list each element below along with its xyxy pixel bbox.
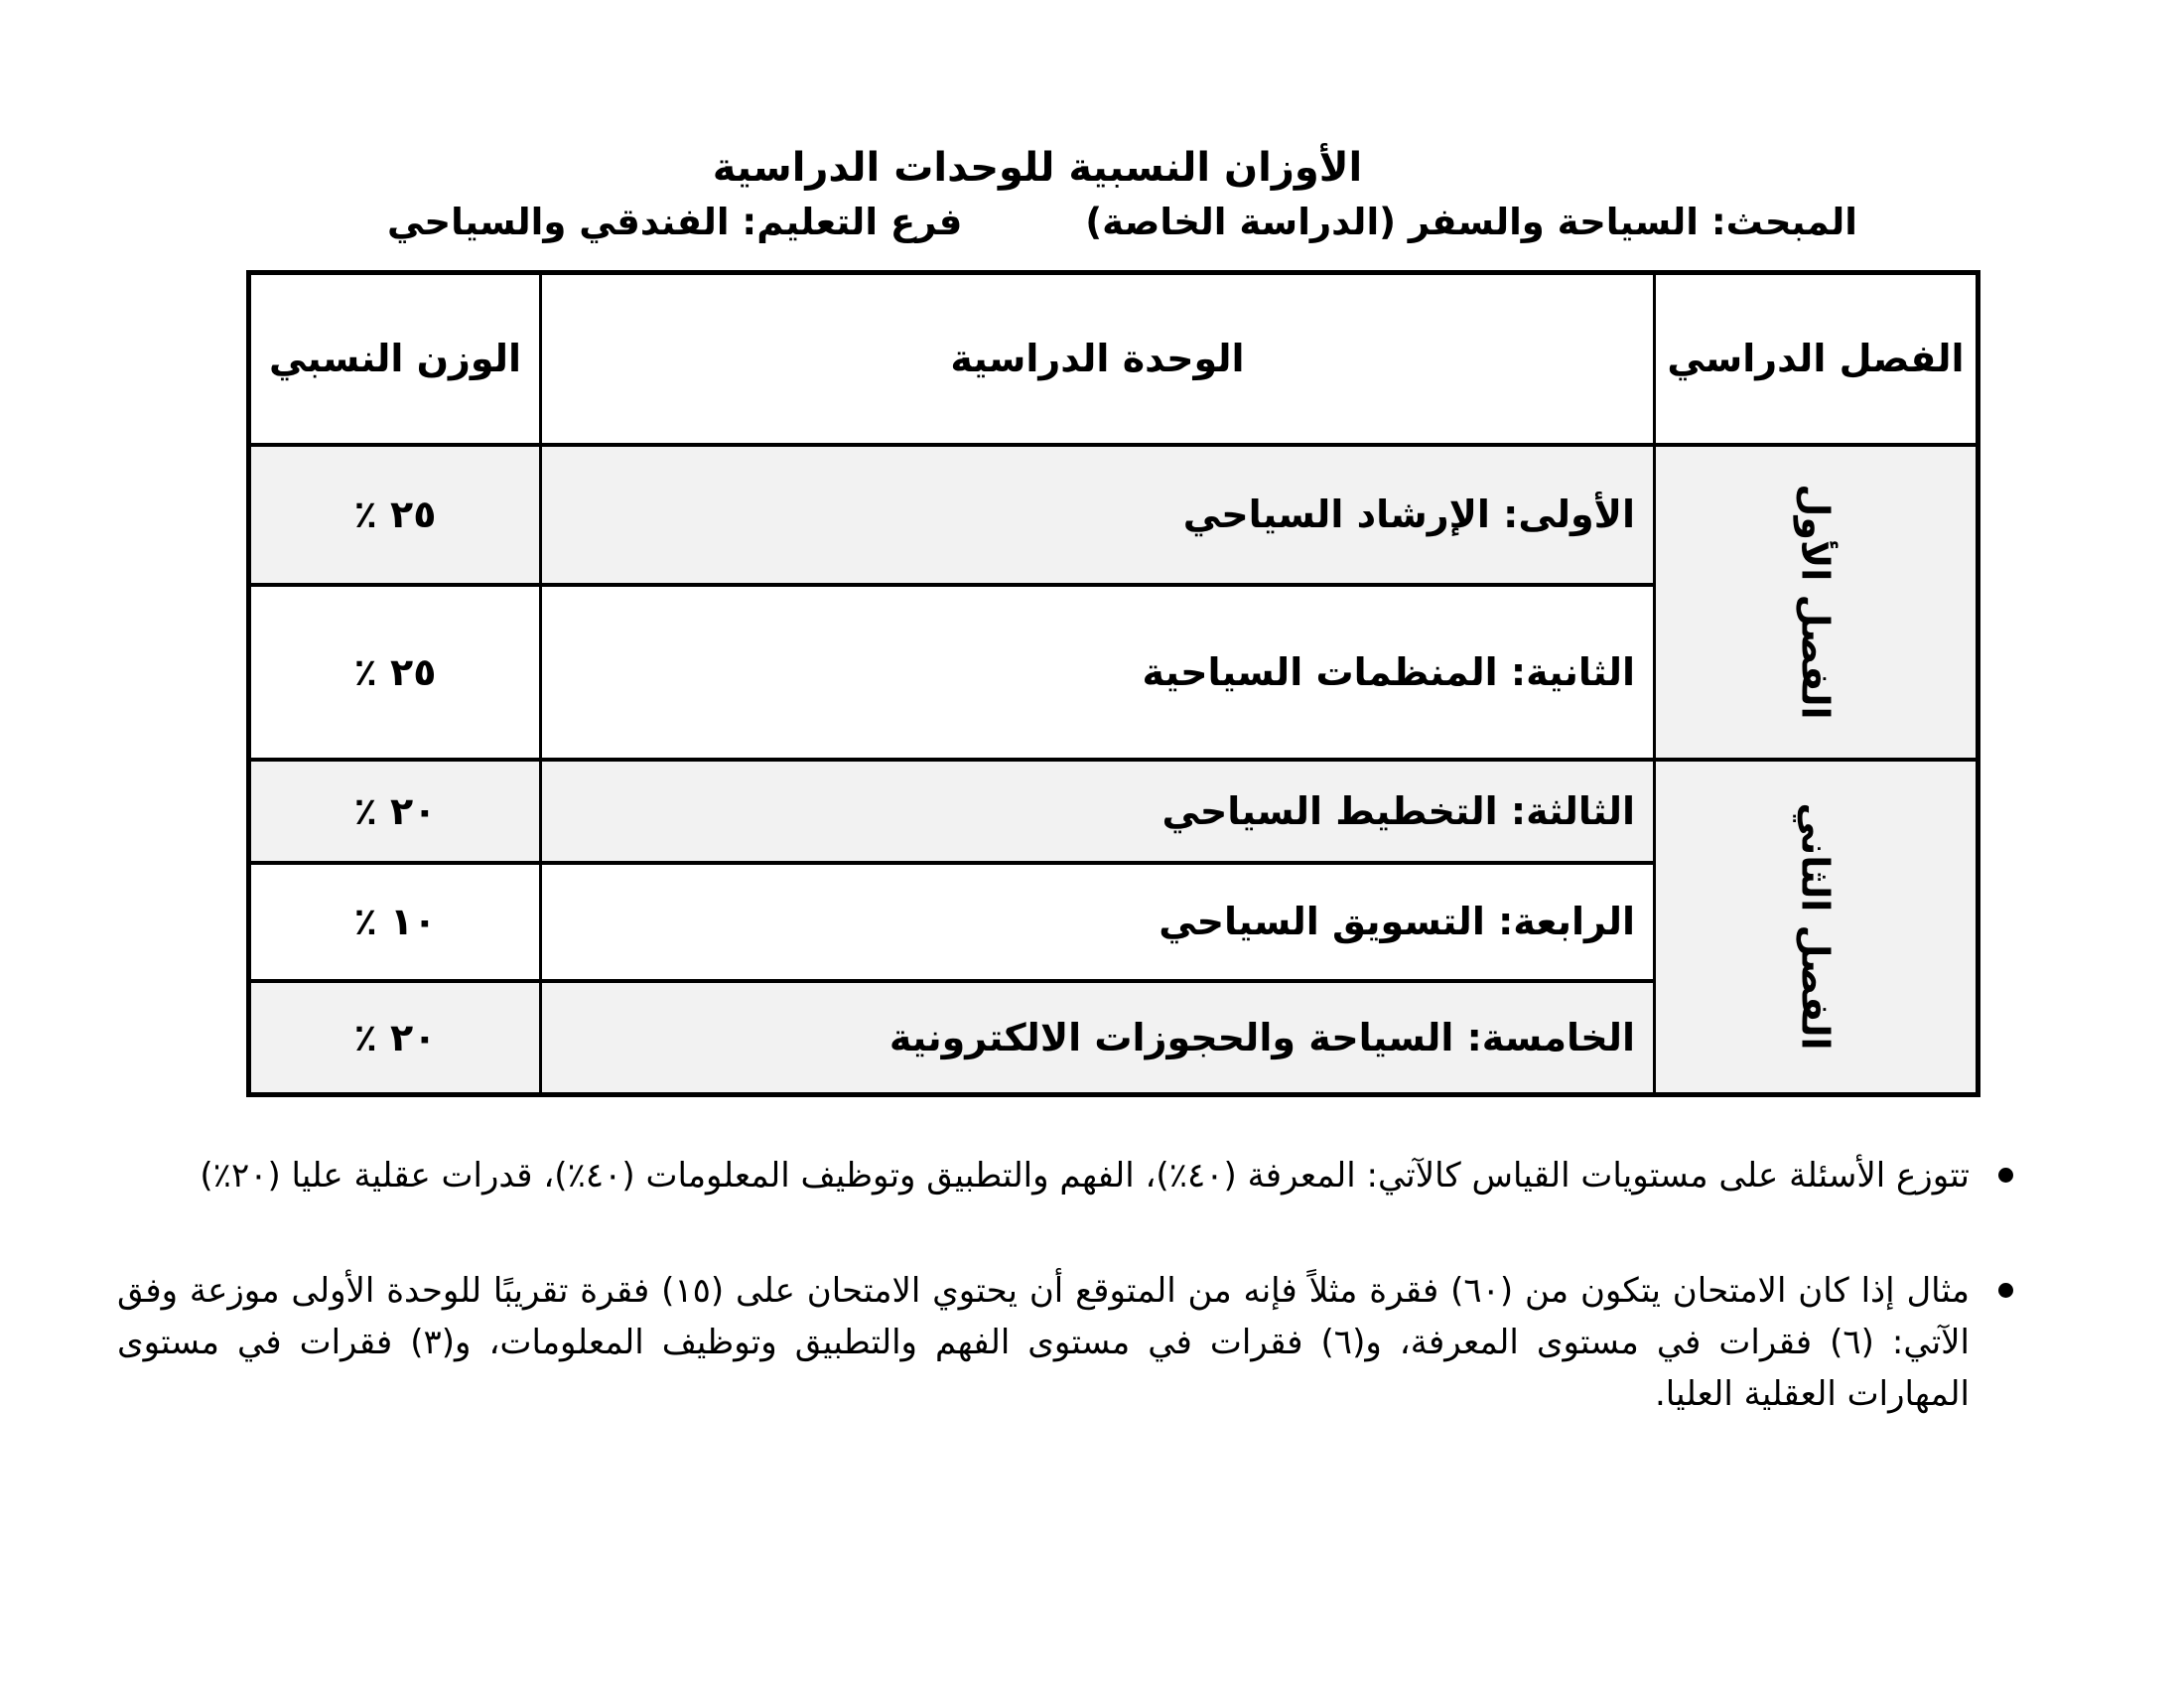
header-unit: الوحدة الدراسية: [541, 273, 1655, 445]
education-branch-line: فرع التعليم: الفندقي والسياحي: [387, 201, 963, 243]
unit-4-cell: الرابعة: التسويق السياحي: [541, 863, 1655, 981]
weight-3-cell: ٢٠ ٪: [249, 760, 541, 863]
weights-table: [246, 270, 1980, 1097]
semester-2-cell: [1655, 760, 1979, 1095]
weight-1-cell: ٢٥ ٪: [249, 445, 541, 585]
unit-1-cell: الأولى: الإرشاد السياحي: [541, 445, 1655, 585]
table-row: [249, 445, 1979, 585]
table-header-row: [249, 273, 1979, 445]
weight-4-cell: ١٠ ٪: [249, 863, 541, 981]
unit-5-cell: الخامسة: السياحة والحجوزات الالكترونية: [541, 981, 1655, 1095]
bullet-dot-icon: [1998, 1168, 2013, 1183]
note-item: [117, 1150, 2015, 1201]
semester-1-label: الفصل الأول: [1794, 484, 1838, 720]
weight-2-cell: ٢٥ ٪: [249, 585, 541, 760]
semester-2-label: الفصل الثاني: [1794, 802, 1838, 1051]
note-item: [117, 1265, 2015, 1420]
header-semester: الفصل الدراسي: [1655, 273, 1979, 445]
header-weight: الوزن النسبي: [249, 273, 541, 445]
page-title: الأوزان النسبية للوحدات الدراسية: [712, 145, 1363, 191]
unit-3-cell: الثالثة: التخطيط السياحي: [541, 760, 1655, 863]
semester-1-cell: [1655, 445, 1979, 760]
weight-5-cell: ٢٠ ٪: [249, 981, 541, 1095]
table-row: [249, 760, 1979, 863]
note-text: مثال إذا كان الامتحان يتكون من (٦٠) فقرة مثلاً فإنه من المتوقع أن يحتوي الامتحان على (١٥) فقرة تقريبًا للوحدة الأولى موزعة وفق الآتي: (٦) فقرات في مستوى المعرفة، و(٦) فقرات في مستوى الفهم والتطبيق وتوظيف المعلومات، و(٣) فقرات في مستوى المهارات العقلية العليا.: [117, 1271, 1970, 1414]
unit-2-cell: الثانية: المنظمات السياحية: [541, 585, 1655, 760]
note-text: تتوزع الأسئلة على مستويات القياس كالآتي: المعرفة (٤٠٪)، الفهم والتطبيق وتوظيف المعلومات (٤٠٪)، قدرات عقلية عليا (٢٠٪): [200, 1156, 1970, 1196]
bullet-dot-icon: [1998, 1283, 2013, 1298]
subject-line: المبحث: السياحة والسفر (الدراسة الخاصة): [1085, 201, 1857, 243]
notes-section: [117, 1150, 2015, 1420]
